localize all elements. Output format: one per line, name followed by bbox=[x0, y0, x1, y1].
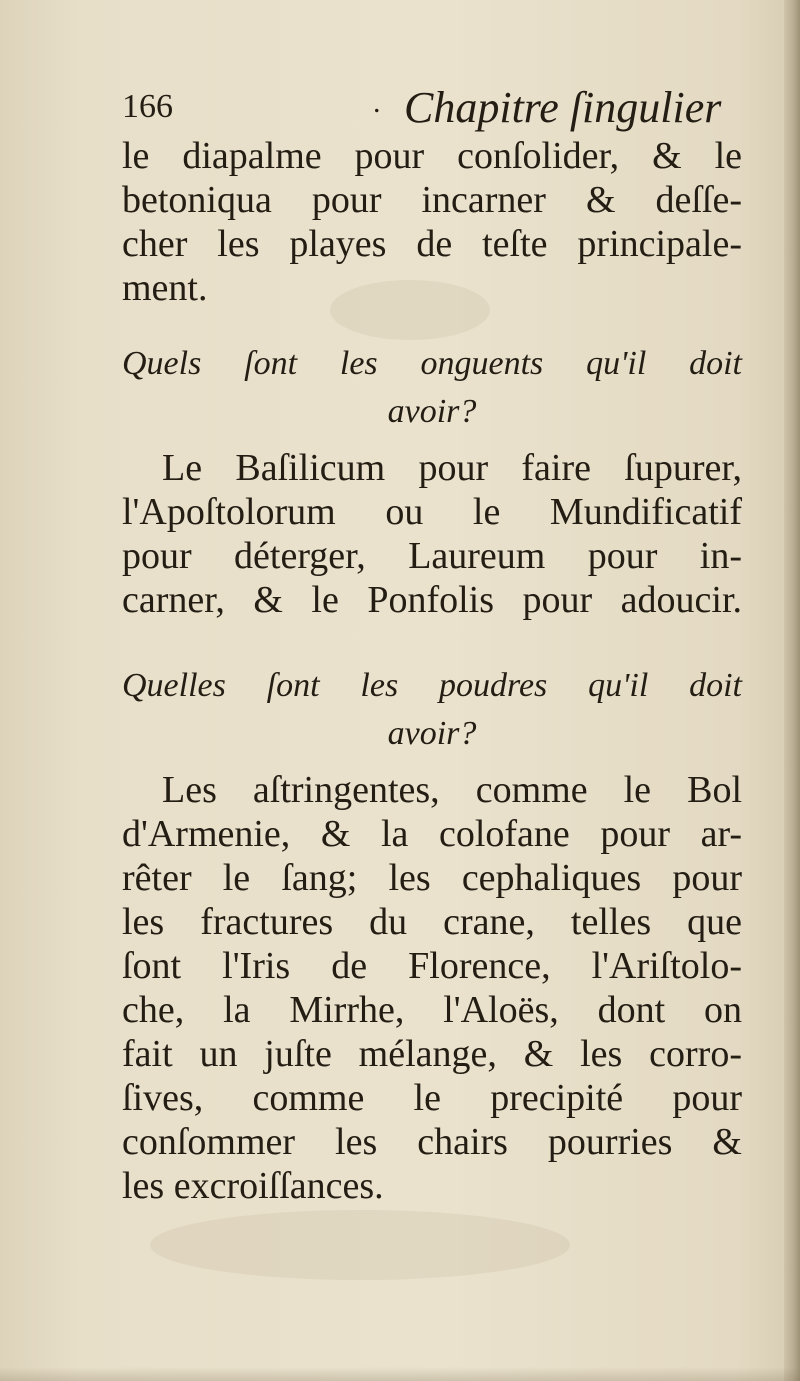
page-edge-shadow bbox=[784, 0, 800, 1381]
text-line: ſives, comme le precipité pour bbox=[122, 1077, 742, 1119]
text-line: Le Baſilicum pour faire ſupurer, bbox=[162, 447, 742, 489]
question-heading-2 bbox=[122, 662, 742, 758]
text-line: che, la Mirrhe, l'Aloës, dont on bbox=[122, 989, 742, 1031]
text-line: l'Apoſtolorum ou le Mundificatif bbox=[122, 491, 742, 533]
question-line: Quelles ſont les poudres qu'il doit bbox=[122, 667, 742, 704]
question-line: avoir? bbox=[387, 715, 477, 752]
text-line: les excroiſſances. bbox=[122, 1165, 384, 1207]
page-bottom-shadow bbox=[0, 1367, 800, 1381]
text-line: rêter le ſang; les cephaliques pour bbox=[122, 857, 742, 899]
text-line: d'Armenie, & la colofane pour ar- bbox=[122, 813, 742, 855]
text-line: betoniqua pour incarner & deſſe- bbox=[122, 179, 742, 221]
paper-stain bbox=[150, 1210, 570, 1280]
answer-paragraph-2 bbox=[122, 768, 742, 1208]
question-heading-1 bbox=[122, 340, 742, 436]
question-line: Quels ſont les onguents qu'il doit bbox=[122, 345, 742, 382]
header-separator: . bbox=[373, 86, 381, 119]
text-line: les fractures du crane, telles que bbox=[122, 901, 742, 943]
page-number: 166 bbox=[122, 88, 173, 125]
text-line: pour déterger, Laureum pour in- bbox=[122, 535, 742, 577]
text-line: ment. bbox=[122, 267, 208, 309]
text-line: ſont l'Iris de Florence, l'Ariſtolo- bbox=[122, 945, 742, 987]
answer-paragraph-1 bbox=[122, 446, 742, 622]
text-line: carner, & le Ponfolis pour adoucir. bbox=[122, 579, 742, 621]
question-line: avoir? bbox=[387, 393, 477, 430]
continuation-paragraph bbox=[122, 134, 742, 310]
running-title: Chapitre ſingulier bbox=[404, 83, 722, 132]
text-line: cher les playes de teſte principale- bbox=[122, 223, 742, 265]
page-header bbox=[122, 82, 742, 134]
text-line: conſommer les chairs pourries & bbox=[122, 1121, 742, 1163]
text-line: fait un juſte mélange, & les corro- bbox=[122, 1033, 742, 1075]
text-line: le diapalme pour conſolider, & le bbox=[122, 135, 742, 177]
text-line: Les aſtringentes, comme le Bol bbox=[162, 769, 742, 811]
